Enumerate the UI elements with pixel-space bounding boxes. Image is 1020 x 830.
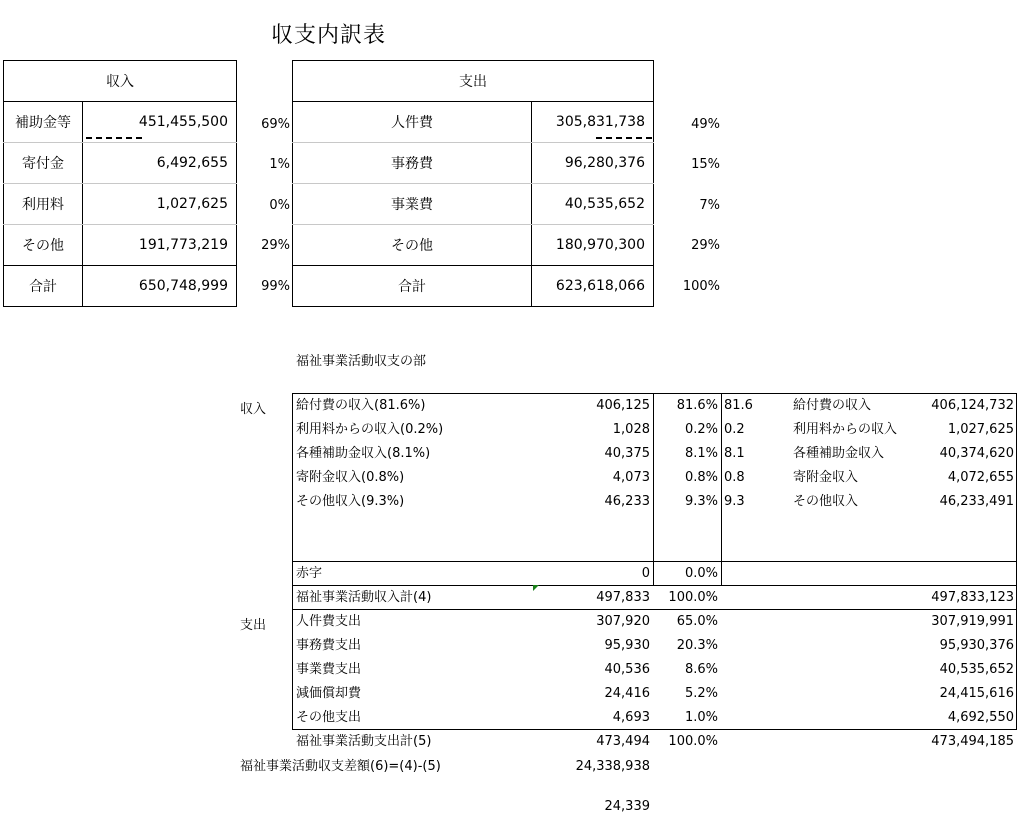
income-item-pct: 8.1% [684, 446, 718, 461]
grid-line [721, 393, 722, 585]
expense-item-full: 40,535,652 [939, 662, 1014, 677]
income-item-pct: 0.8% [684, 470, 718, 485]
expense-item-value: 95,930 [604, 638, 650, 653]
income-label: 寄付金 [4, 143, 83, 184]
income-item-label: 利用料からの収入(0.2%) [296, 422, 444, 437]
expense-amount: 180,970,300 [532, 225, 654, 266]
income-item-pct: 9.3% [684, 494, 718, 509]
expense-section-label: 支出 [240, 618, 267, 633]
income-item-raw: 0.8 [724, 470, 745, 485]
income-label: 利用料 [4, 184, 83, 225]
expense-pct: 29% [691, 238, 720, 253]
expense-item-label: その他支出 [296, 710, 362, 725]
income-item-full: 1,027,625 [947, 422, 1014, 437]
expense-total-label: 福祉事業活動支出計(5) [296, 734, 432, 749]
expense-item-pct: 5.2% [684, 686, 718, 701]
income-total-full: 497,833,123 [931, 590, 1014, 605]
income-header: 収入 [4, 61, 237, 102]
income-amount: 1,027,625 [83, 184, 237, 225]
expense-item-value: 40,536 [604, 662, 650, 677]
expense-item-label: 事業費支出 [296, 662, 362, 677]
income-item-pct: 81.6% [676, 398, 718, 413]
expense-amount: 96,280,376 [532, 143, 654, 184]
income-amount: 191,773,219 [83, 225, 237, 266]
income-pct: 0% [269, 198, 290, 213]
income-section-label: 収入 [240, 402, 267, 417]
section-title: 福祉事業活動収支の部 [296, 354, 427, 369]
difference-value: 24,338,938 [575, 759, 650, 774]
income-item-name: 給付費の収入 [793, 398, 872, 413]
expense-header: 支出 [293, 61, 654, 102]
grid-line [653, 393, 654, 585]
expense-total-amount: 623,618,066 [532, 266, 654, 307]
income-total-pct: 100.0% [668, 590, 718, 605]
expense-item-full: 4,692,550 [947, 710, 1014, 725]
expense-total-label: 合計 [293, 266, 532, 307]
income-item-full: 406,124,732 [931, 398, 1014, 413]
footer-value: 24,339 [604, 799, 650, 814]
expense-item-pct: 65.0% [676, 614, 718, 629]
income-item-label: 寄附金収入(0.8%) [296, 470, 405, 485]
income-pct: 1% [269, 157, 290, 172]
income-total-label: 合計 [4, 266, 83, 307]
income-pct: 29% [261, 238, 290, 253]
income-amount: 451,455,500 [83, 102, 237, 143]
income-item-raw: 81.6 [724, 398, 753, 413]
income-item-raw: 8.1 [724, 446, 745, 461]
income-item-name: 寄附金収入 [793, 470, 859, 485]
expense-item-full: 24,415,616 [939, 686, 1014, 701]
income-item-name: その他収入 [793, 494, 859, 509]
expense-label: 人件費 [293, 102, 532, 143]
income-label: その他 [4, 225, 83, 266]
income-item-value: 46,233 [604, 494, 650, 509]
page-title: 収支内訳表 [271, 23, 387, 48]
expense-item-pct: 8.6% [684, 662, 718, 677]
expense-pct: 15% [691, 157, 720, 172]
income-amount: 6,492,655 [83, 143, 237, 184]
expense-label: 事業費 [293, 184, 532, 225]
income-item-name: 各種補助金収入 [793, 446, 885, 461]
income-total-amount: 650,748,999 [83, 266, 237, 307]
grid-line [292, 561, 1017, 562]
deficit-label: 赤字 [296, 566, 323, 581]
income-item-raw: 0.2 [724, 422, 745, 437]
expense-item-value: 307,920 [596, 614, 650, 629]
income-total-value: 497,833 [596, 590, 650, 605]
comment-marker-icon [533, 585, 539, 591]
dashed-mark [86, 137, 142, 139]
expense-item-label: 事務費支出 [296, 638, 362, 653]
expense-item-full: 95,930,376 [939, 638, 1014, 653]
income-item-value: 1,028 [612, 422, 650, 437]
income-item-full: 4,072,655 [947, 470, 1014, 485]
expense-item-value: 24,416 [604, 686, 650, 701]
deficit-pct: 0.0% [684, 566, 718, 581]
income-item-value: 4,073 [612, 470, 650, 485]
income-pct: 69% [261, 117, 290, 132]
difference-label: 福祉事業活動収支差額(6)=(4)-(5) [240, 759, 441, 774]
income-item-value: 40,375 [604, 446, 650, 461]
income-item-pct: 0.2% [684, 422, 718, 437]
income-summary-table [3, 60, 237, 307]
income-item-name: 利用料からの収入 [793, 422, 898, 437]
expense-total-full: 473,494,185 [931, 734, 1014, 749]
expense-pct: 7% [699, 198, 720, 213]
expense-item-full: 307,919,991 [931, 614, 1014, 629]
expense-pct: 49% [691, 117, 720, 132]
income-item-full: 46,233,491 [939, 494, 1014, 509]
income-item-value: 406,125 [596, 398, 650, 413]
expense-label: 事務費 [293, 143, 532, 184]
expense-item-label: 人件費支出 [296, 614, 362, 629]
dashed-mark [596, 137, 652, 139]
expense-amount: 40,535,652 [532, 184, 654, 225]
income-total-label: 福祉事業活動収入計(4) [296, 590, 432, 605]
income-item-label: 各種補助金収入(8.1%) [296, 446, 431, 461]
expense-total-pct: 100.0% [668, 734, 718, 749]
deficit-value: 0 [641, 566, 650, 581]
income-item-label: 給付費の収入(81.6%) [296, 398, 426, 413]
expense-item-label: 減価償却費 [296, 686, 362, 701]
expense-amount: 305,831,738 [532, 102, 654, 143]
expense-item-pct: 20.3% [676, 638, 718, 653]
income-item-full: 40,374,620 [939, 446, 1014, 461]
income-item-label: その他収入(9.3%) [296, 494, 405, 509]
expense-total-value: 473,494 [596, 734, 650, 749]
income-label: 補助金等 [4, 102, 83, 143]
expense-item-value: 4,693 [612, 710, 650, 725]
income-pct: 99% [261, 279, 290, 294]
expense-item-pct: 1.0% [684, 710, 718, 725]
expense-pct: 100% [682, 279, 720, 294]
income-item-raw: 9.3 [724, 494, 745, 509]
expense-summary-table [292, 60, 654, 307]
expense-label: その他 [293, 225, 532, 266]
